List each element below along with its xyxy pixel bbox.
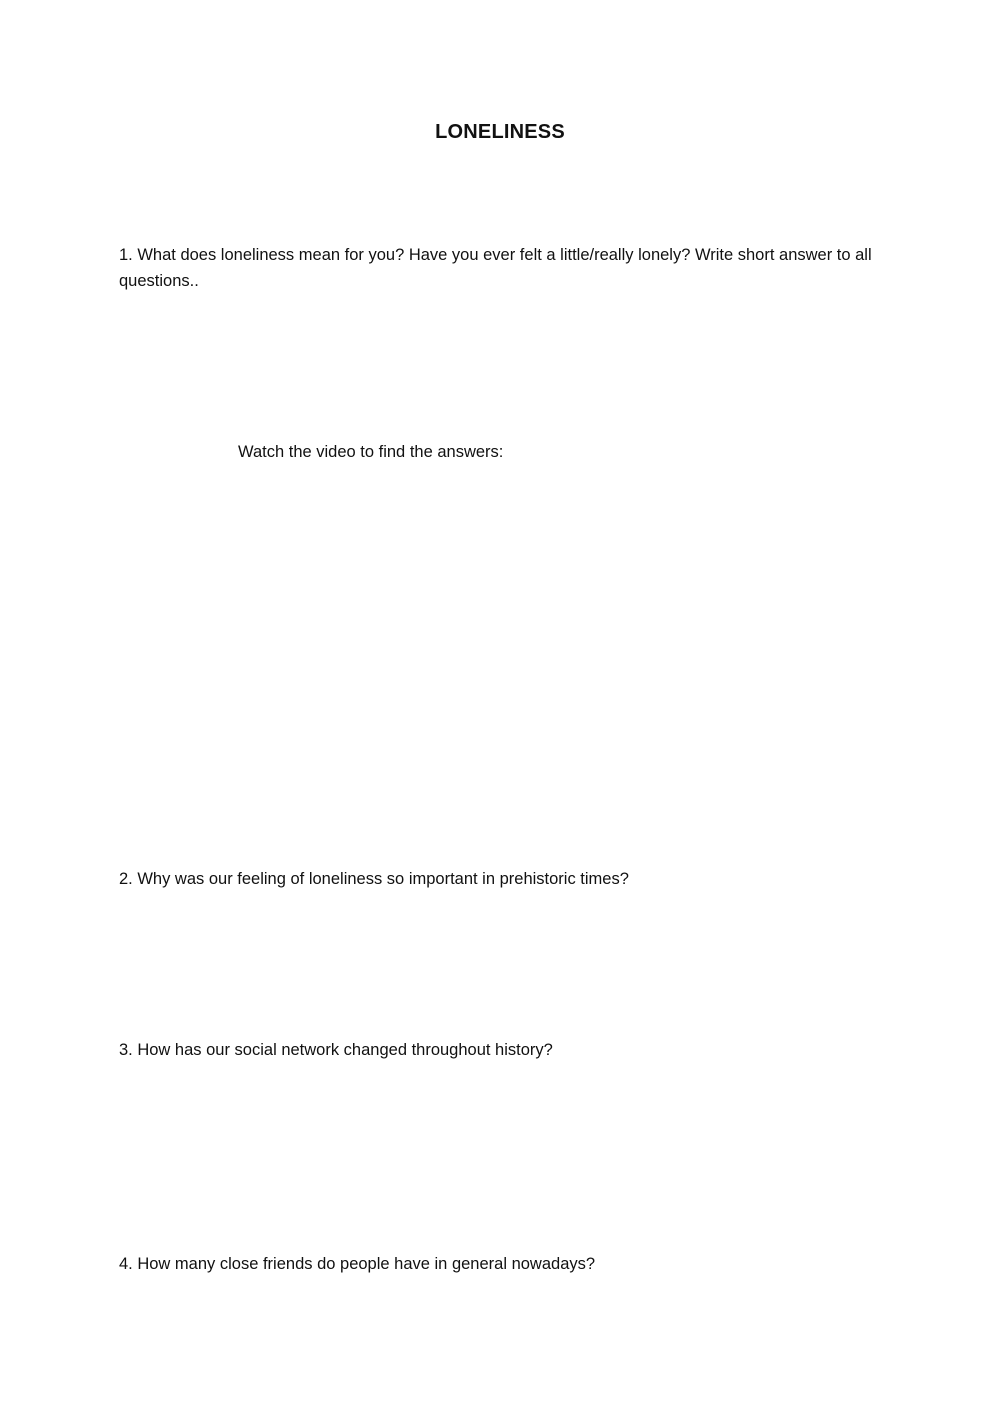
page-title: LONELINESS bbox=[435, 121, 565, 143]
instruction-text: Watch the video to find the answers: bbox=[238, 443, 504, 461]
question-4: 4. How many close friends do people have in general nowadays? bbox=[119, 1255, 596, 1273]
question-3: 3. How has our social network changed throughout history? bbox=[119, 1041, 553, 1059]
question-2: 2. Why was our feeling of loneliness so important in prehistoric times? bbox=[119, 870, 629, 888]
question-1: 1. What does loneliness mean for you? Have you ever felt a little/really lonely? Write short answer to all questions.. bbox=[119, 246, 872, 290]
